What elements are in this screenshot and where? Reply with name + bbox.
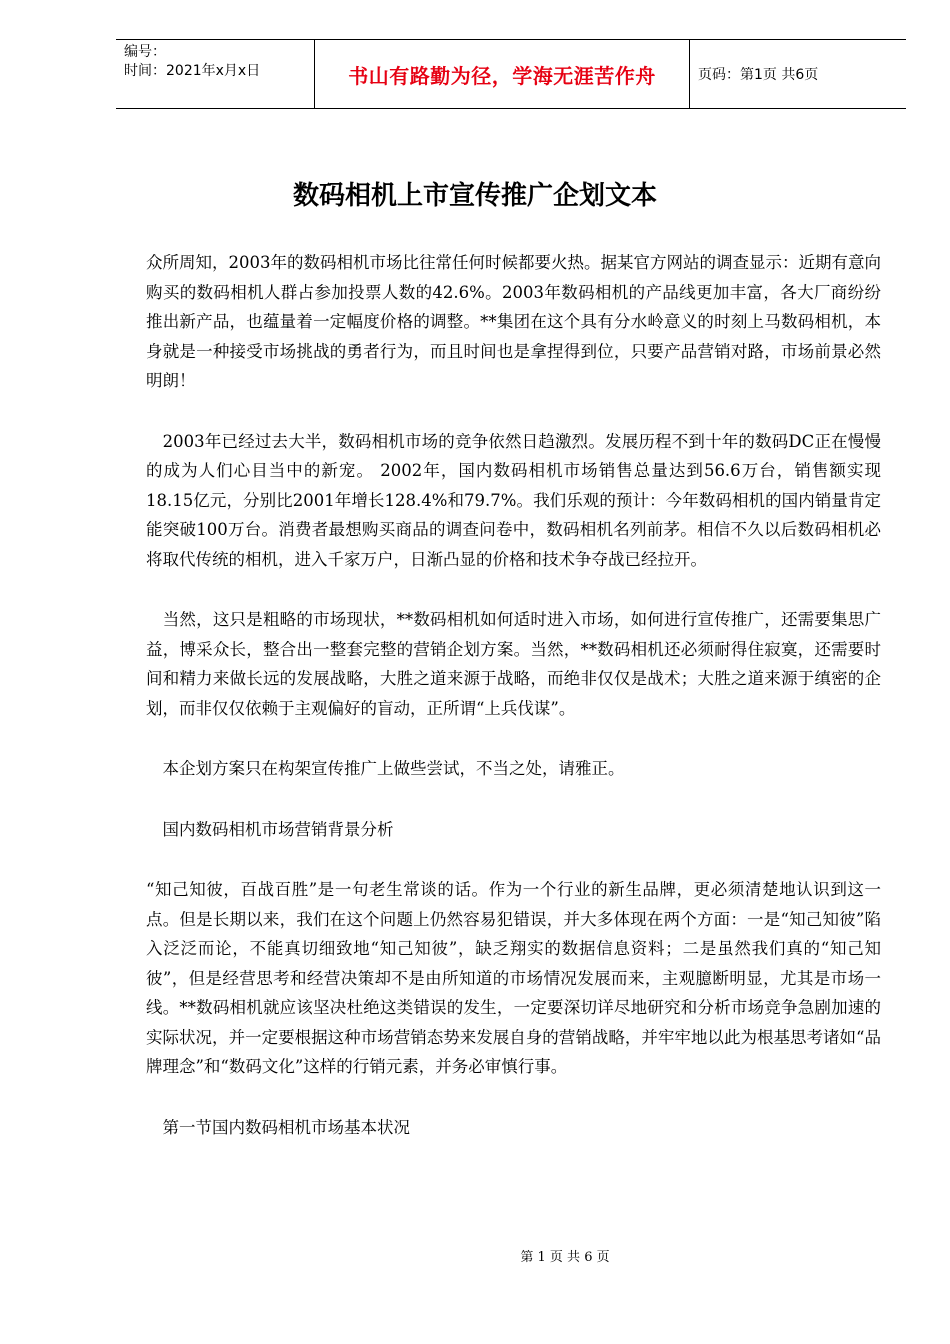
paragraph-disclaimer: 本企划方案只在构架宣传推广上做些尝试，不当之处，请雅正。 bbox=[146, 759, 625, 778]
section-heading-chapter-1: 第一节国内数码相机市场基本状况 bbox=[146, 1117, 410, 1137]
paragraph-know-yourself: “知己知彼，百战百胜”是一句老生常谈的话。作为一个行业的新生品牌，更必须清楚地认识到这一点。但是长期以来，我们在这个问题上仍然容易犯错误，并大多体现在两个方面：一是“知己知彼”陷入泛泛而论，不能真切细致地“知己知彼”，缺乏翔实的数据信息资料；二是虽然我们真的“知己知彼”，但是经营思考和经营决策却不是由所知道的市场情况发展而来，主观臆断明显，尤其是市场一线。**数码相机就应该坚决杜绝这类错误的发生，一定要深切详尽地研究和分析市场竞争急剧加速的实际状况，并一定要根据这种市场营销态势来发展自身的营销战略，并牢牢地以此为根基思考诸如“品牌理念”和“数码文化”这样的行销元素，并务必审慎行事。 bbox=[146, 880, 881, 1076]
header-meta-cell bbox=[116, 40, 315, 108]
paragraph-intro: 众所周知，2003年的数码相机市场比往常任何时候都要火热。据某官方网站的调查显示：近期有意向购买的数码相机人群占参加投票人数的42.6%。2003年数码相机的产品线更加丰富，各大厂商纷纷推出新产品，也蕴量着一定幅度价格的调整。**集团在这个具有分水岭意义的时刻上马数码相机，本身就是一种接受市场挑战的勇者行为，而且时间也是拿捏得到位，只要产品营销对路，市场前景必然明朗！ bbox=[146, 253, 881, 390]
document-header bbox=[116, 39, 906, 109]
date-label: 时间：2021年x月x日 bbox=[124, 63, 261, 79]
page-info: 页码：第1页 共6页 bbox=[698, 67, 819, 83]
section-heading-background: 国内数码相机市场营销背景分析 bbox=[146, 819, 394, 839]
document-body bbox=[146, 248, 881, 1173]
header-page-cell bbox=[690, 40, 906, 108]
page-footer: 第 1 页 共 6 页 bbox=[520, 1250, 610, 1265]
motto-text: 书山有路勤为径，学海无涯苦作舟 bbox=[348, 63, 656, 88]
paragraph-market-status: 2003年已经过去大半，数码相机市场的竞争依然日趋激烈。发展历程不到十年的数码DC正在慢慢的成为人们心目当中的新宠。 2002年，国内数码相机市场销售总量达到56.6万台，销售额实现18.15亿元，分别比2001年增长128.4%和79.7%。我们乐观的预计：今年数码相机的国内销量肯定能突破100万台。消费者最想购买商品的调查问卷中，数码相机名列前茅。相信不久以后数码相机必将取代传统的相机，进入千家万户，日渐凸显的价格和技术争夺战已经拉开。 bbox=[146, 431, 881, 569]
paragraph-strategy: 当然，这只是粗略的市场现状，**数码相机如何适时进入市场，如何进行宣传推广，还需要集思广益，博采众长，整合出一整套完整的营销企划方案。当然，**数码相机还必须耐得住寂寞，还需要时间和精力来做长远的发展战略，大胜之道来源于战略，而绝非仅仅是战术；大胜之道来源于缜密的企划，而非仅仅依赖于主观偏好的盲动，正所谓“上兵伐谋”。 bbox=[146, 610, 881, 718]
serial-number-label: 编号： bbox=[124, 44, 166, 60]
header-motto-cell bbox=[315, 40, 690, 108]
document-title: 数码相机上市宣传推广企划文本 bbox=[292, 181, 657, 211]
